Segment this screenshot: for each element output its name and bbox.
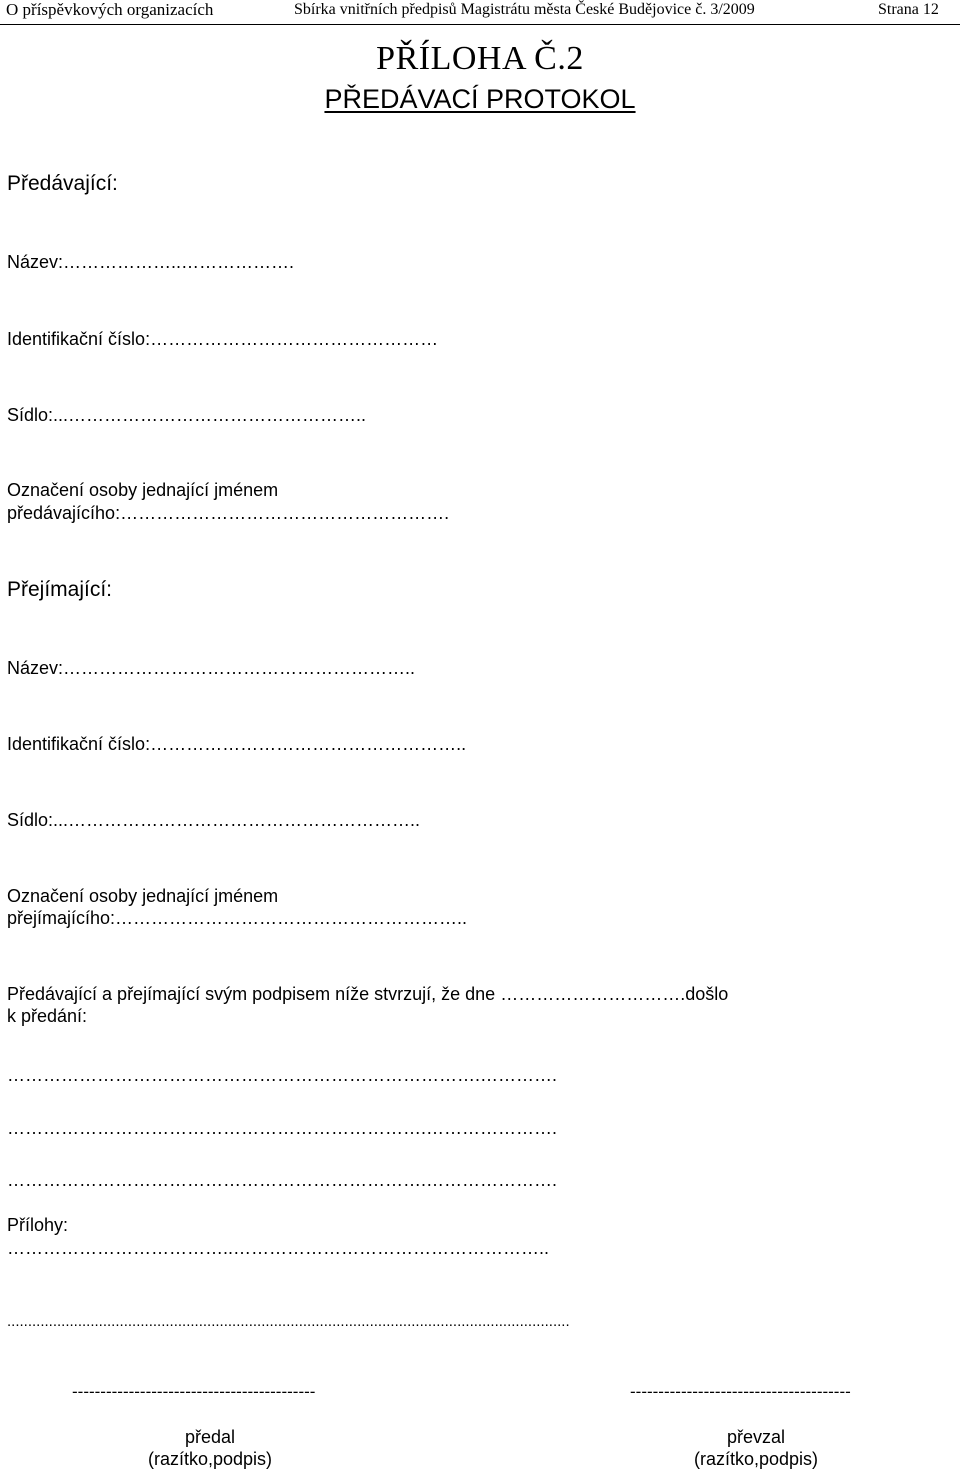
signature-line-right: --------------------------------------- — [630, 1382, 851, 1401]
attachments-line: ....................................................................................................................................... — [7, 1313, 570, 1330]
receiver-representative-field: přejímajícího:………………………………………………….. — [7, 908, 468, 928]
receiver-name-field: Název:………………………………………………….. — [7, 658, 416, 678]
receiver-seat-field: Sídlo:...………………………………………………….. — [7, 810, 421, 830]
protocol-title: PŘEDÁVACÍ PROTOKOL — [324, 84, 636, 114]
receiver-heading: Přejímající: — [7, 578, 113, 601]
statement-continuation: k předání: — [7, 1006, 88, 1026]
handover-id-field: Identifikační číslo:………………………………………… — [7, 329, 439, 349]
annex-title: PŘÍLOHA Č.2 — [376, 40, 584, 77]
signature-note-right: (razítko,podpis) — [693, 1449, 819, 1469]
handover-heading: Předávající: — [7, 172, 118, 195]
blank-line: …………………………………………………………………….…………. — [7, 1065, 558, 1085]
header-divider — [0, 24, 960, 25]
header-document-title: Sbírka vnitřních předpisů Magistrátu města České Budějovice č. 3/2009 — [294, 1, 755, 18]
header-section-title: O příspěvkových organizacích — [6, 0, 214, 19]
blank-line: …………………………………………………………….…………………. — [7, 1118, 558, 1138]
receiver-id-field: Identifikační číslo:…………………………………………….. — [7, 734, 467, 754]
receiver-representative-label: Označení osoby jednající jménem — [7, 886, 279, 906]
attachments-label: Přílohy: — [7, 1215, 69, 1235]
handover-representative-field: předávajícího:………………………………………………. — [7, 503, 450, 523]
signature-label-left: předal — [184, 1427, 236, 1447]
handover-name-field: Název:………………..………………. — [7, 252, 295, 272]
blank-line: …………………………………………………………….…………………. — [7, 1170, 558, 1190]
signature-label-right: převzal — [726, 1427, 786, 1447]
handover-representative-label: Označení osoby jednající jménem — [7, 480, 279, 500]
header-page-number: Strana 12 — [878, 1, 939, 18]
handover-seat-field: Sídlo:...………………………………………….. — [7, 405, 367, 425]
signature-note-left: (razítko,podpis) — [147, 1449, 273, 1469]
signature-line-left: ------------------------------------------- — [72, 1382, 316, 1401]
statement-line: Předávající a přejímající svým podpisem níže stvrzují, že dne ………………………….došlo — [7, 984, 729, 1004]
attachments-line: ………………………………..…………………………………………….. — [7, 1238, 550, 1258]
